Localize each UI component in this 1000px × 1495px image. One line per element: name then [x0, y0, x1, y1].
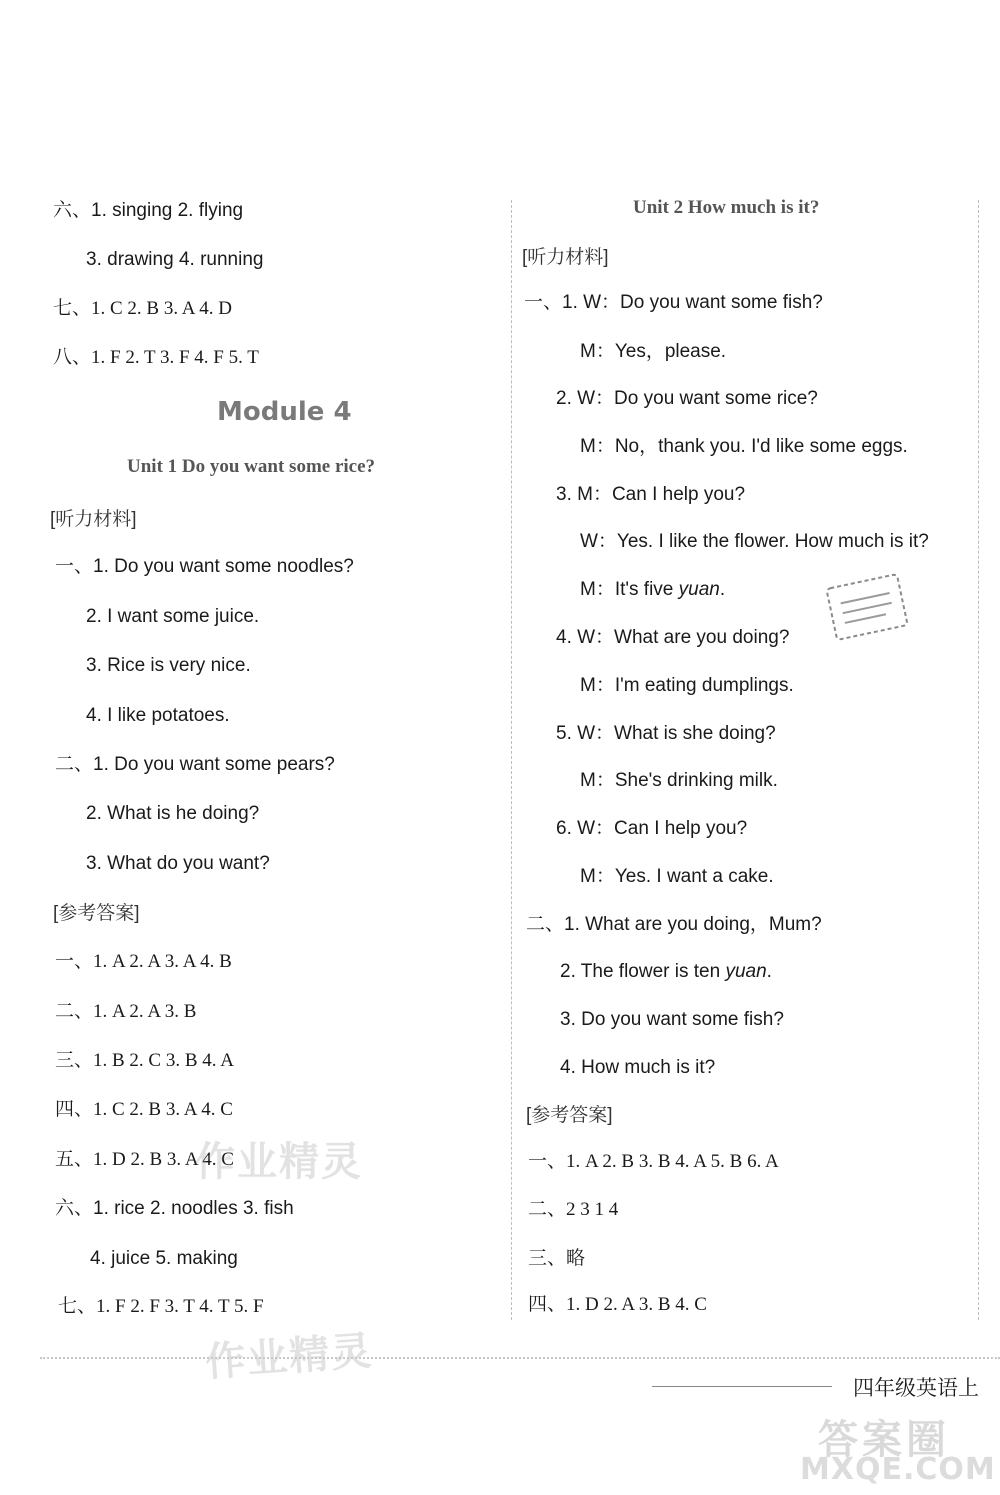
currency-word: yuan [678, 579, 720, 600]
left-answer-line: 五、1. D 2. B 3. A 4. C [55, 1149, 234, 1170]
left-listening-line: 一、1. Do you want some noodles? [55, 556, 354, 577]
right-listening-line: M：Yes，please. [580, 341, 727, 362]
right-listening-line [580, 578, 725, 602]
right-answer-line: 三、略 [528, 1248, 586, 1269]
period: . [766, 961, 772, 982]
left-answer-line: 4. juice 5. making [90, 1248, 238, 1269]
footer-label: 四年级英语上 [853, 1376, 979, 1400]
watermark-site: MXQE.COM [800, 1452, 996, 1487]
right-answer-line: 四、1. D 2. A 3. B 4. C [528, 1294, 707, 1315]
right-listening-line: 6. W：Can I help you? [556, 818, 748, 839]
right-answers-heading: [参考答案] [526, 1105, 613, 1126]
left-answers-heading: [参考答案] [53, 903, 140, 924]
footer-rule [652, 1386, 832, 1387]
right-listening-line: M：She's drinking milk. [580, 770, 778, 791]
right-listening-line: M：Yes. I want a cake. [580, 866, 774, 887]
line-text: 2. The flower is ten [560, 961, 721, 982]
currency-word: yuan [725, 961, 767, 982]
left-listening-line: 3. Rice is very nice. [86, 655, 251, 676]
watermark-logo: 答案圈 [818, 1417, 950, 1463]
column-divider [511, 200, 512, 1320]
left-line-6b: 3. drawing 4. running [86, 249, 264, 270]
right-listening-line: 3. Do you want some fish? [560, 1009, 784, 1030]
left-answer-line: 六、1. rice 2. noodles 3. fish [55, 1198, 294, 1219]
left-listening-line: 2. I want some juice. [86, 606, 260, 627]
line-text: M：It's five [580, 579, 674, 600]
module-title: Module 4 [217, 397, 352, 427]
stamp-icon [823, 571, 911, 644]
left-answer-line: 二、1. A 2. A 3. B [55, 1001, 197, 1022]
left-listening-line: 4. I like potatoes. [86, 705, 230, 726]
footer-divider [40, 1357, 1000, 1359]
right-listening-heading: [听力材料] [522, 247, 609, 268]
right-listening-line: M：No，thank you. I'd like some eggs. [580, 436, 908, 457]
right-listening-line: 5. W：What is she doing? [556, 723, 776, 744]
right-answer-line: 一、1. A 2. B 3. B 4. A 5. B 6. A [528, 1151, 779, 1172]
right-listening-line: M：I'm eating dumplings. [580, 675, 794, 696]
column-divider-right [978, 200, 979, 1320]
right-listening-line: 2. W：Do you want some rice? [556, 388, 818, 409]
right-listening-line: W：Yes. I like the flower. How much is it? [580, 531, 929, 552]
right-listening-line: 一、1. W：Do you want some fish? [524, 292, 823, 313]
watermark-overlay-2: 作业精灵 [203, 1328, 375, 1386]
unit-1-title: Unit 1 Do you want some rice? [127, 456, 376, 477]
left-listening-line: 3. What do you want? [86, 853, 270, 874]
watermark-overlay: 作业精灵 [195, 1139, 363, 1185]
left-listening-line: 2. What is he doing? [86, 803, 260, 824]
right-listening-line: 二、1. What are you doing，Mum? [526, 914, 822, 935]
left-line-8: 八、1. F 2. T 3. F 4. F 5. T [53, 347, 259, 368]
left-line-7: 七、1. C 2. B 3. A 4. D [53, 298, 232, 319]
left-answer-line: 四、1. C 2. B 3. A 4. C [55, 1099, 233, 1120]
right-listening-line: 3. M：Can I help you? [556, 484, 746, 505]
right-listening-line: 4. How much is it? [560, 1057, 716, 1078]
left-line-6: 六、1. singing 2. flying [53, 200, 244, 221]
unit-2-title: Unit 2 How much is it? [633, 197, 820, 218]
left-listening-heading: [听力材料] [50, 509, 137, 530]
left-listening-line: 二、1. Do you want some pears? [55, 754, 335, 775]
right-answer-line: 二、2 3 1 4 [528, 1199, 619, 1220]
left-answer-line: 一、1. A 2. A 3. A 4. B [55, 951, 232, 972]
right-listening-line: 4. W：What are you doing? [556, 627, 790, 648]
right-listening-line [560, 960, 772, 984]
left-answer-line: 七、1. F 2. F 3. T 4. T 5. F [58, 1296, 264, 1317]
left-answer-line: 三、1. B 2. C 3. B 4. A [55, 1050, 234, 1071]
period: . [719, 579, 726, 600]
